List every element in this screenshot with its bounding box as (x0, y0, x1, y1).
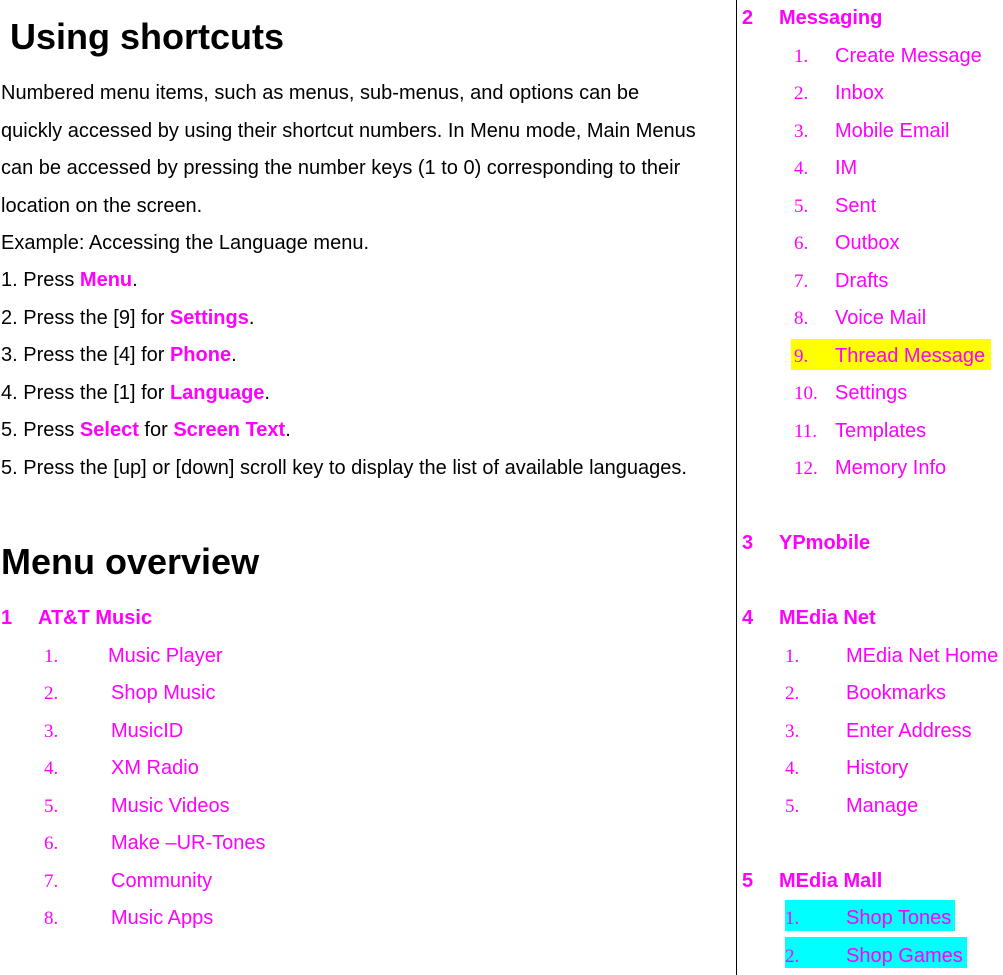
step-line: 2. Press the [9] for Settings. (1, 307, 255, 329)
menu-item: Shop Games (846, 945, 963, 967)
menu-item: MEdia Net Home (846, 645, 999, 667)
item-number: 11. (794, 421, 818, 442)
section-number: 4 (742, 607, 754, 629)
item-number: 5. (785, 796, 800, 817)
section-number: 5 (742, 870, 754, 892)
step-line: 5. Press the [up] or [down] scroll key to display the list of available languages. (1, 457, 687, 479)
item-number: 4. (44, 758, 59, 779)
paragraph-line: quickly accessed by using their shortcut numbers. In Menu mode, Main Menus (1, 120, 696, 142)
item-number: 1. (44, 646, 59, 667)
menu-item: MusicID (111, 720, 184, 742)
menu-item: Voice Mail (835, 307, 927, 329)
item-number: 2. (794, 83, 809, 104)
menu-item: IM (835, 157, 858, 179)
section-number: 2 (742, 7, 754, 29)
item-number: 7. (794, 271, 809, 292)
menu-item: History (846, 757, 909, 779)
item-number: 2. (785, 946, 800, 967)
menu-item: Shop Music (111, 682, 216, 704)
menu-item: Music Apps (111, 907, 214, 929)
menu-item: Bookmarks (846, 682, 947, 704)
step-line: 5. Press Select for Screen Text. (1, 419, 291, 441)
item-number: 3. (785, 721, 800, 742)
item-number: 10. (794, 383, 818, 404)
step-key: Language (169, 382, 265, 404)
menu-item: XM Radio (111, 757, 199, 779)
item-number: 1. (785, 908, 800, 929)
step-line: 1. Press Menu. (1, 269, 138, 291)
item-number: 7. (44, 871, 59, 892)
item-number: 2. (44, 683, 59, 704)
step-key: Select (79, 419, 139, 441)
item-number: 8. (794, 308, 809, 329)
item-number: 1. (794, 46, 809, 67)
step-key: Phone (169, 344, 232, 366)
menu-item: Make –UR-Tones (111, 832, 266, 854)
menu-item: Shop Tones (846, 907, 952, 929)
section-label: YPmobile (779, 532, 871, 554)
menu-item: Outbox (835, 232, 900, 254)
menu-item: Inbox (835, 82, 884, 104)
step-key: Menu (79, 269, 133, 291)
menu-item: Drafts (835, 270, 889, 292)
section-label: MEdia Mall (779, 870, 883, 892)
menu-item: Templates (835, 420, 927, 442)
item-number: 9. (794, 346, 809, 367)
item-number: 6. (794, 233, 809, 254)
menu-item: Mobile Email (835, 120, 950, 142)
step-key: Screen Text (173, 419, 286, 441)
section-label: AT&T Music (38, 607, 153, 629)
menu-item: Thread Message (835, 345, 986, 367)
item-number: 4. (785, 758, 800, 779)
menu-overview-title: Menu overview (1, 541, 260, 582)
step-line: 4. Press the [1] for Language. (1, 382, 270, 404)
menu-item: Music Videos (111, 795, 230, 817)
menu-item: Music Player (108, 645, 223, 667)
paragraph-line: Numbered menu items, such as menus, sub-menus, and options can be (1, 82, 640, 104)
menu-item: Memory Info (835, 457, 947, 479)
paragraph-line: location on the screen. (1, 195, 203, 217)
column-divider (736, 0, 737, 975)
item-number: 6. (44, 833, 59, 854)
section-label: Messaging (779, 7, 883, 29)
page-title: Using shortcuts (10, 16, 285, 57)
item-number: 5. (44, 796, 59, 817)
menu-item: Enter Address (846, 720, 972, 742)
menu-item: Sent (835, 195, 877, 217)
menu-item: Manage (846, 795, 919, 817)
section-label: MEdia Net (779, 607, 876, 629)
item-number: 2. (785, 683, 800, 704)
item-number: 5. (794, 196, 809, 217)
item-number: 1. (785, 646, 800, 667)
menu-item: Community (111, 870, 213, 892)
item-number: 8. (44, 908, 59, 929)
step-key: Settings (169, 307, 249, 329)
step-line: 3. Press the [4] for Phone. (1, 344, 237, 366)
item-number: 3. (794, 121, 809, 142)
menu-item: Settings (835, 382, 908, 404)
menu-item: Create Message (835, 45, 982, 67)
example-line: Example: Accessing the Language menu. (1, 232, 370, 254)
section-number: 1 (1, 607, 13, 629)
item-number: 4. (794, 158, 809, 179)
section-number: 3 (742, 532, 754, 554)
paragraph-line: can be accessed by pressing the number keys (1 to 0) corresponding to their (1, 157, 681, 179)
item-number: 3. (44, 721, 59, 742)
item-number: 12. (794, 458, 818, 479)
